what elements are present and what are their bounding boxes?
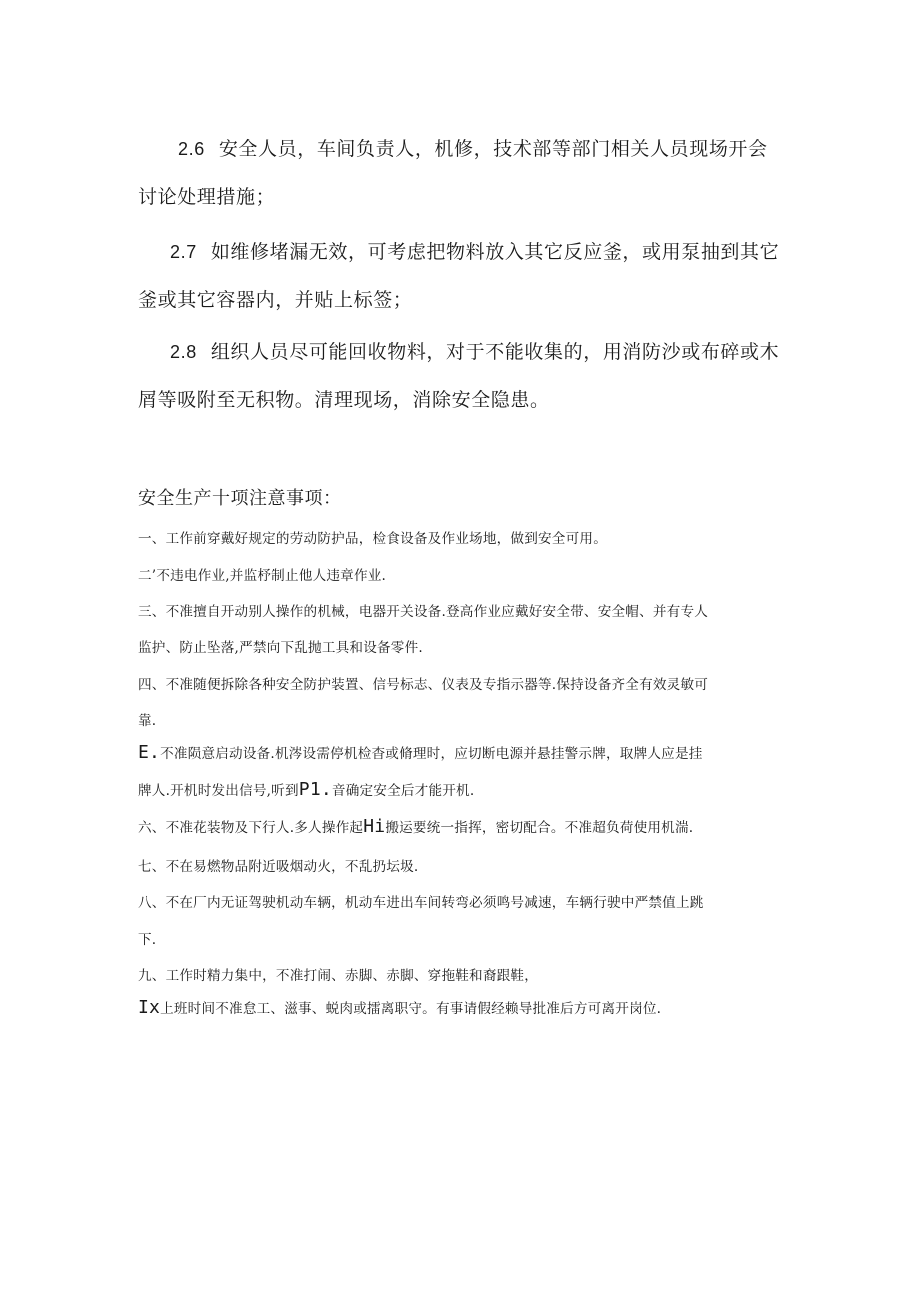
step-text: 安全人员，车间负责人，机修，技术部等部门相关人员现场开会 (218, 138, 768, 160)
step-text: 如维修堵漏无效，可考虑把物料放入其它反应釜，或用泵抽到其它 (210, 241, 780, 263)
rule-10-prefix: Ix (138, 997, 161, 1018)
step-2-7 (138, 228, 788, 324)
notice-title: 安全生产十项注意事项： (138, 488, 342, 509)
rule-3-line2: 监护、防止坠落,严禁向下乱抛工具和设备零件. (138, 640, 423, 656)
step-number: 2.6 (178, 139, 205, 159)
rule-1: 一、工作前穿戴好规定的劳动防护品，检食设备及作业场地，做到安全可用。 (138, 531, 607, 547)
rule-8-line1: 八、不在厂内无证驾驶机动车辆，机动车进出车间转弯必须鸣号减速，车辆行驶中严禁值上跳 (138, 895, 704, 911)
rule-3-line1: 三、不准擅自开动别人操作的机械，电器开关设备.登高作业应戴好安全带、安全帽、并有专人 (138, 604, 709, 620)
rule-2: 二’不违电作业,并监杼制止他人违章作业. (138, 568, 387, 584)
rule-10: Ix上班时间不准怠工、滋事、蜕肉或擂离职守。有事请假经赖导批准后方可离开岗位. (138, 997, 662, 1018)
rule-4-line1: 四、不准随便拆除各种安全防护装置、信号标志、仪表及专指示器等.保持设备齐全有效灵敏可 (138, 677, 709, 693)
rule-5-prefix: E. (138, 742, 161, 763)
step-number: 2.8 (170, 342, 197, 362)
rule-8-line2: 下. (138, 932, 157, 948)
rule-7: 七、不在易燃物品附近吸烟动火，不乱扔坛圾. (138, 859, 419, 875)
step-2-6 (138, 125, 788, 221)
step-text: 组织人员尽可能回收物料，对于不能收集的，用消防沙或布碎或木 (210, 341, 780, 363)
rule-5-line2: 牌人.开机时发出信号,听到P1.音确定安全后才能开机. (138, 779, 475, 800)
step-text-cont: 屑等吸附至无积物。清理现场，消除安全隐患。 (138, 389, 550, 411)
step-text-cont: 釜或其它容器内，并贴上标签； (138, 289, 413, 311)
rule-4-line2: 靠. (138, 713, 157, 729)
step-number: 2.7 (170, 242, 197, 262)
step-2-8 (138, 328, 788, 424)
rule-9: 九、工作时精力集中，不准打闹、赤脚、赤脚、穿拖鞋和裔跟鞋， (138, 968, 539, 984)
rule-6: 六、不准花装物及下行人.多人操作起Hi搬运要统一指挥，密切配合。不准超负荷使用机湍. (138, 816, 694, 837)
step-text-cont: 讨论处理措施； (138, 186, 276, 208)
rule-5-line1: E.不准陨意启动设备.机涔设需停机检杳或脩理时，应切断电源并悬挂警示牌，取牌人应是挂 (138, 742, 703, 763)
